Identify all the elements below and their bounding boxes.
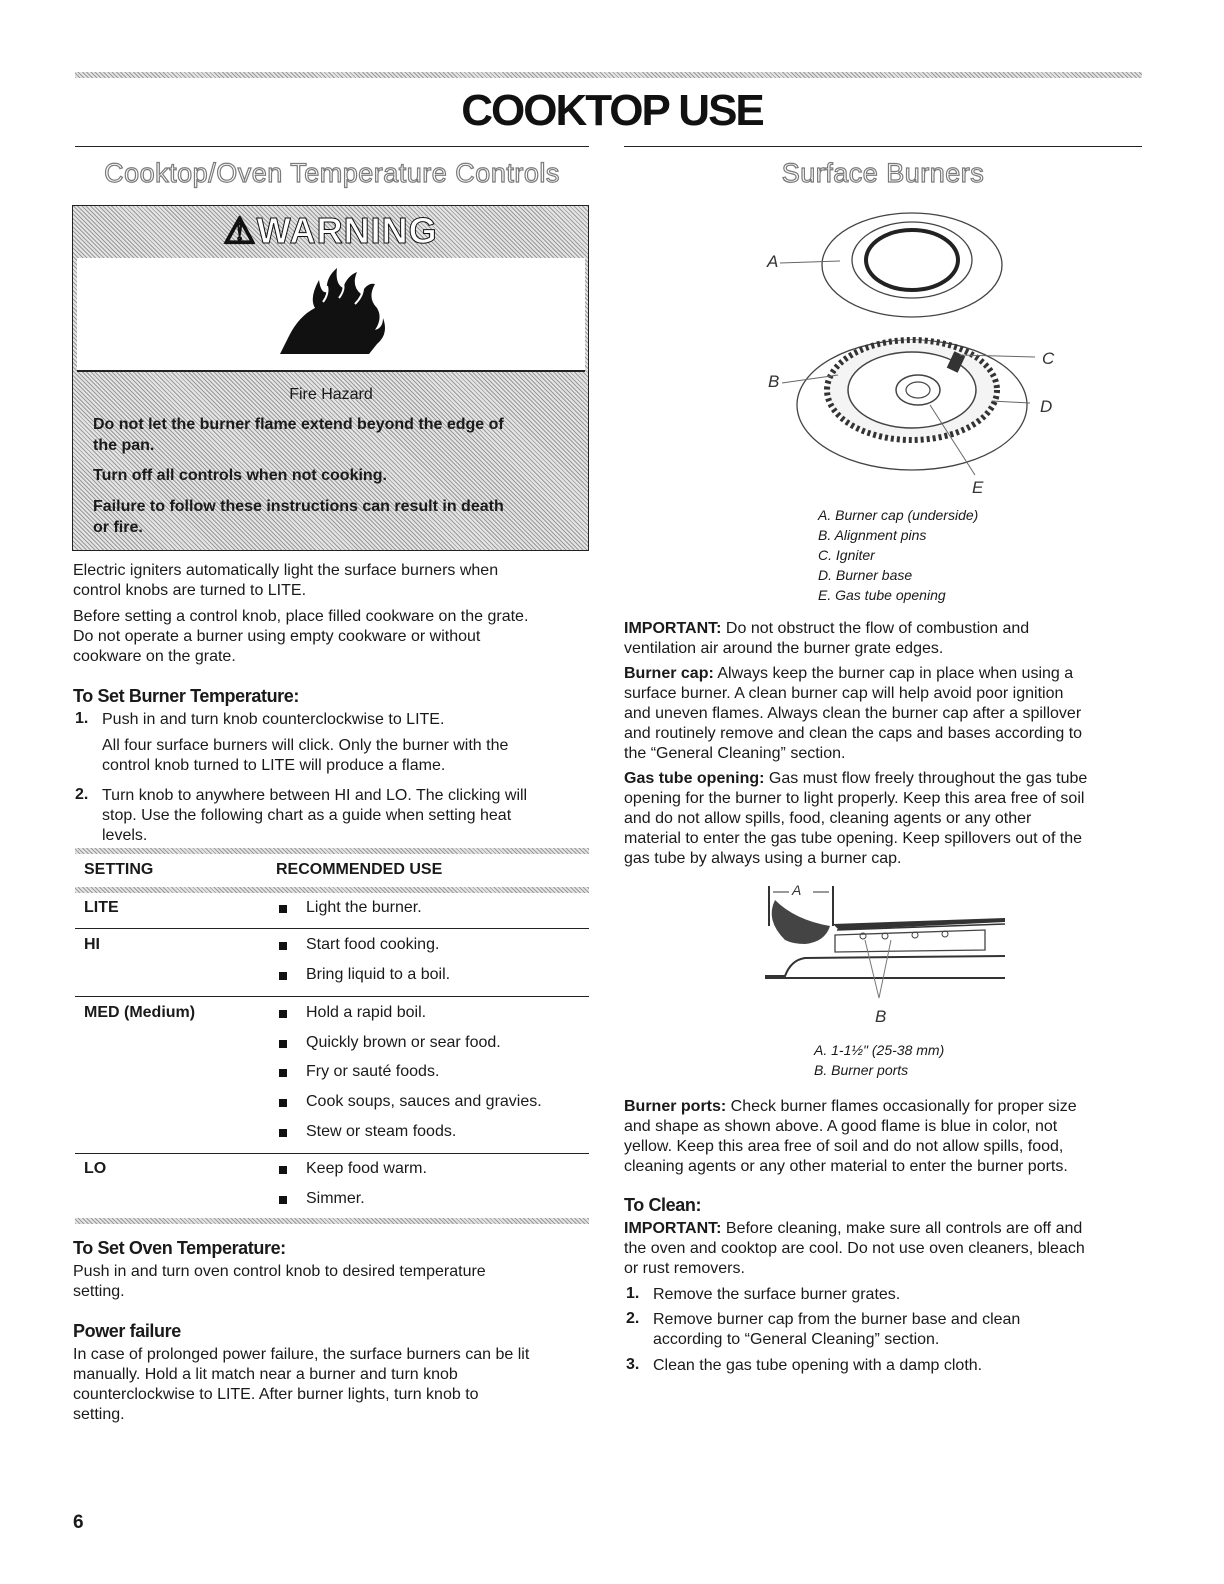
to-clean-imp-b: the oven and cooktop are cool. Do not use oven cleaners, bleach [624,1240,1085,1257]
bullet-icon [279,905,287,913]
gas-tube-text: Gas must flow freely throughout the gas tube [764,770,1088,787]
power-p-b: manually. Hold a lit match near a burner and turn knob [73,1366,458,1383]
warning-text-panel [77,374,585,548]
clean-step-2b: according to “General Cleaning” section. [653,1331,940,1348]
to-clean-imp-c: or rust removers. [624,1260,745,1277]
right-section-title: Surface Burners [781,158,985,188]
med-use-1: Hold a rapid boil. [306,1004,427,1021]
hi-use-2: Bring liquid to a boil. [306,966,451,983]
burner-cap-b: surface burner. A clean burner cap will help avoid poor ignition [624,685,1064,702]
table-row-divider [75,1153,589,1154]
bullet-icon [279,1099,287,1107]
warning-line-1a: Do not let the burner flame extend beyond the edge of [93,416,504,433]
gas-tube-d: material to enter the gas tube opening. Keep spillovers out of the [624,830,1083,847]
med-use-5: Stew or steam foods. [306,1123,457,1140]
to-clean-imp-a [624,1219,1082,1239]
oven-temp-p-b: setting. [73,1283,125,1300]
burner-label-c: C [1042,349,1055,368]
burner-ports-c: yellow. Keep this area free of soil and do not allow spills, food, [624,1138,1064,1155]
gas-tube-a [624,769,1087,789]
bullet-icon [279,1010,287,1018]
burner-label-e: E [972,478,984,497]
clean-step-2-number: 2. [626,1310,640,1327]
warning-title: ⚠WARNING [223,210,438,251]
bullet-icon [279,1040,287,1048]
intro-p2b: Do not operate a burner using empty cookware or without [73,628,481,645]
power-p-c: counterclockwise to LITE. After burner lights, turn knob to [73,1386,479,1403]
bullet-icon [279,1166,287,1174]
burner-ports-a [624,1097,1077,1117]
clean-step-2a: Remove burner cap from the burner base and clean [653,1311,1021,1328]
bullet-icon [279,942,287,950]
burner-temp-heading: To Set Burner Temperature: [73,686,299,706]
caption-burner-ports: B. Burner ports [814,1062,909,1078]
table-header-rule [75,887,589,893]
gas-tube-e: gas tube by always using a burner cap. [624,850,902,867]
power-failure-heading: Power failure [73,1321,181,1341]
clean-step-3: Clean the gas tube opening with a damp cloth. [653,1357,983,1374]
burner-cap-e: the “General Cleaning” section. [624,745,846,762]
step-1-number: 1. [75,710,89,727]
warning-line-2: Turn off all controls when not cooking. [93,467,387,484]
bullet-icon [279,1069,287,1077]
step-2-text-c: levels. [102,827,148,844]
gas-tube-c: and do not allow spills, food, cleaning agents or any other [624,810,1032,827]
table-header-setting: SETTING [84,861,154,878]
important-1-text: Do not obstruct the flow of combustion and [721,620,1030,637]
step-1-text: Push in and turn knob counterclockwise to LITE. [102,711,445,728]
burner-diagram [760,205,1060,505]
page-title: COOKTOP USE [461,86,763,135]
warning-line-1b: the pan. [93,437,155,454]
to-clean-heading: To Clean: [624,1195,702,1215]
bullet-icon [279,1196,287,1204]
burner-ports-text: Check burner flames occasionally for proper size [726,1098,1077,1115]
table-row-hi: HI [84,936,100,953]
hi-use-1: Start food cooking. [306,936,440,953]
to-clean-imp-label: IMPORTANT: [624,1220,722,1237]
caption-burner-base: D. Burner base [818,567,913,583]
caption-alignment-pins: B. Alignment pins [818,527,927,543]
med-use-4: Cook soups, sauces and gravies. [306,1093,542,1110]
warning-header [73,206,588,256]
burner-cap-a [624,664,1073,684]
warning-line-3a: Failure to follow these instructions can result in death [93,498,504,515]
table-bottom-rule [75,1218,589,1224]
page-number: 6 [73,1512,84,1533]
fire-hazard-icon [77,258,585,368]
warning-hazard: Fire Hazard [289,386,373,403]
table-top-rule [75,848,589,854]
burner-cap-c: and uneven flames. Always clean the burner cap after a spillover [624,705,1082,722]
burner-ports-label: Burner ports: [624,1098,727,1115]
to-clean-imp-text: Before cleaning, make sure all controls are off and [721,1220,1083,1237]
left-section-title: Cooktop/Oven Temperature Controls [104,158,560,188]
top-rule [75,72,1142,78]
bullet-icon [279,972,287,980]
power-p-a: In case of prolonged power failure, the surface burners can be lit [73,1346,530,1363]
intro-p1b: control knobs are turned to LITE. [73,582,307,599]
lo-use-2: Simmer. [306,1190,365,1207]
table-row-divider [75,996,589,997]
lo-use-1: Keep food warm. [306,1160,427,1177]
step-1-note-a: All four surface burners will click. Only the burner with the [102,737,509,754]
table-row-med: MED (Medium) [84,1004,196,1021]
caption-flame-height: A. 1-1½" (25-38 mm) [814,1042,945,1058]
caption-igniter: C. Igniter [818,547,875,563]
burner-cap-label: Burner cap: [624,665,714,682]
med-use-2: Quickly brown or sear food. [306,1034,501,1051]
caption-burner-cap: A. Burner cap (underside) [818,507,979,523]
burner-label-d: D [1040,397,1053,416]
burner-label-a: A [767,252,779,271]
flame-label-a: A [792,882,802,898]
power-p-d: setting. [73,1406,125,1423]
table-header-use: RECOMMENDED USE [276,861,443,878]
step-2-text-a: Turn knob to anywhere between HI and LO. The clicking will [102,787,528,804]
clean-step-1-number: 1. [626,1285,640,1302]
med-use-3: Fry or sauté foods. [306,1063,440,1080]
flame-label-b: B [875,1007,887,1026]
burner-ports-d: cleaning agents or any other material to enter the burner ports. [624,1158,1068,1175]
fire-panel [77,258,585,372]
step-1-note-b: control knob turned to LITE will produce a flame. [102,757,446,774]
burner-cap-text: Always keep the burner cap in place when using a [713,665,1074,682]
step-2-text-b: stop. Use the following chart as a guide when setting heat [102,807,512,824]
warning-line-3b: or fire. [93,519,143,536]
intro-p1a: Electric igniters automatically light the surface burners when [73,562,499,579]
oven-temp-p-a: Push in and turn oven control knob to desired temperature [73,1263,486,1280]
intro-p2c: cookware on the grate. [73,648,236,665]
table-row-lo: LO [84,1160,107,1177]
oven-temp-heading: To Set Oven Temperature: [73,1238,286,1258]
caption-gas-tube: E. Gas tube opening [818,587,946,603]
burner-label-b: B [768,372,780,391]
step-2-number: 2. [75,786,89,803]
important-1-b: ventilation air around the burner grate edges. [624,640,944,657]
flame-diagram [755,880,1015,1010]
gas-tube-label: Gas tube opening: [624,770,765,787]
left-column-rule [75,146,589,147]
important-1-a [624,619,1029,639]
table-row-divider [75,928,589,929]
intro-p2a: Before setting a control knob, place filled cookware on the grate. [73,608,529,625]
lite-use-1: Light the burner. [306,899,422,916]
warning-box [72,205,589,551]
gas-tube-b: opening for the burner to light properly. Keep this area free of soil [624,790,1085,807]
right-column-rule [624,146,1142,147]
bullet-icon [279,1129,287,1137]
table-row-lite: LITE [84,899,119,916]
clean-step-1: Remove the surface burner grates. [653,1286,901,1303]
burner-ports-b: and shape as shown above. A good flame is blue in color, not [624,1118,1058,1135]
important-1-label: IMPORTANT: [624,620,722,637]
clean-step-3-number: 3. [626,1356,640,1373]
burner-cap-d: and routinely remove and clean the caps and bases according to [624,725,1083,742]
